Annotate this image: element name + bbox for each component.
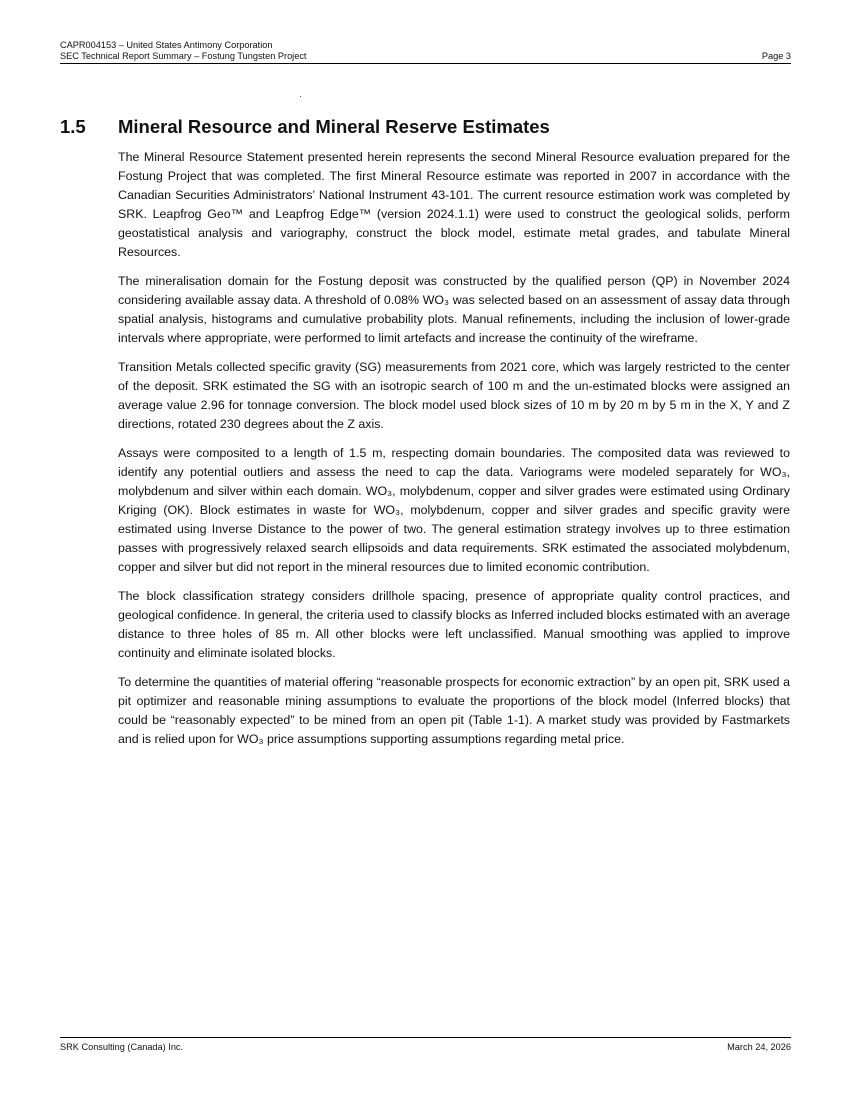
section-number: 1.5: [60, 116, 86, 137]
section-body: [118, 148, 790, 759]
paragraph: To determine the quantities of material offering “reasonable prospects for economic extraction” by an open pit, SRK used a pit optimizer and reasonable mining assumptions to evaluate the proportions of the block model (Inferred blocks) that could be “reasonably expected” to be mined from an open pit (Table 1-1). A market study was provided by Fastmarkets and is relied upon for WO₃ price assumptions supporting assumptions regarding metal price.: [118, 675, 790, 746]
page-footer: [60, 1037, 791, 1053]
page-header: [60, 40, 791, 64]
page-number: Page 3: [761, 51, 791, 61]
footer-company: SRK Consulting (Canada) Inc.: [60, 1042, 184, 1052]
stray-dot: [300, 96, 301, 97]
paragraph: The block classification strategy considers drillhole spacing, presence of appropriate quality control practices, and geological confidence. In general, the criteria used to classify blocks as Inferred included blocks estimated with an average distance to three holes of 85 m. All other blocks were left unclassified. Manual smoothing was applied to improve continuity and eliminate isolated blocks.: [118, 589, 790, 660]
footer-date: March 24, 2026: [727, 1042, 791, 1052]
section-title: Mineral Resource and Mineral Reserve Estimates: [118, 116, 550, 137]
header-report-id: CAPR004153 – United States Antimony Corporation: [60, 40, 273, 50]
paragraph: The Mineral Resource Statement presented herein represents the second Mineral Resource evaluation prepared for the Fostung Project that was completed. The first Mineral Resource estimate was reported in 2007 in accordance with the Canadian Securities Administrators’ National Instrument 43-101. The current resource estimation work was completed by SRK. Leapfrog Geo™ and Leapfrog Edge™ (version 2024.1.1) were used to construct the geological solids, perform geostatistical analysis and variography, construct the block model, estimate metal grades, and tabulate Mineral Resources.: [118, 150, 790, 259]
header-report-title: SEC Technical Report Summary – Fostung Tungsten Project: [60, 51, 307, 61]
paragraph: The mineralisation domain for the Fostung deposit was constructed by the qualified person (QP) in November 2024 considering available assay data. A threshold of 0.08% WO₃ was selected based on an assessment of assay data through spatial analysis, histograms and cumulative probability plots. Manual refinements, including the inclusion of lower-grade intervals where appropriate, were performed to limit artefacts and increase the continuity of the wireframe.: [118, 274, 790, 345]
paragraph: Assays were composited to a length of 1.5 m, respecting domain boundaries. The composited data was reviewed to identify any potential outliers and assess the need to cap the data. Variograms were modeled separately for WO₃, molybdenum and silver within each domain. WO₃, molybdenum, copper and silver grades were estimated using Ordinary Kriging (OK). Block estimates in waste for WO₃, molybdenum, copper and silver grades and specific gravity were estimated using Inverse Distance to the power of two. The general estimation strategy involves up to three estimation passes with progressively relaxed search ellipsoids and data requirements. SRK estimated the associated molybdenum, copper and silver but did not report in the mineral resources due to limited economic contribution.: [118, 446, 790, 574]
paragraph: Transition Metals collected specific gravity (SG) measurements from 2021 core, which was largely restricted to the center of the deposit. SRK estimated the SG with an isotropic search of 100 m and the un-estimated blocks were assigned an average value 2.96 for tonnage conversion. The block model used block sizes of 10 m by 20 m by 5 m in the X, Y and Z directions, rotated 230 degrees about the Z axis.: [118, 360, 790, 431]
section-heading: [60, 116, 791, 138]
